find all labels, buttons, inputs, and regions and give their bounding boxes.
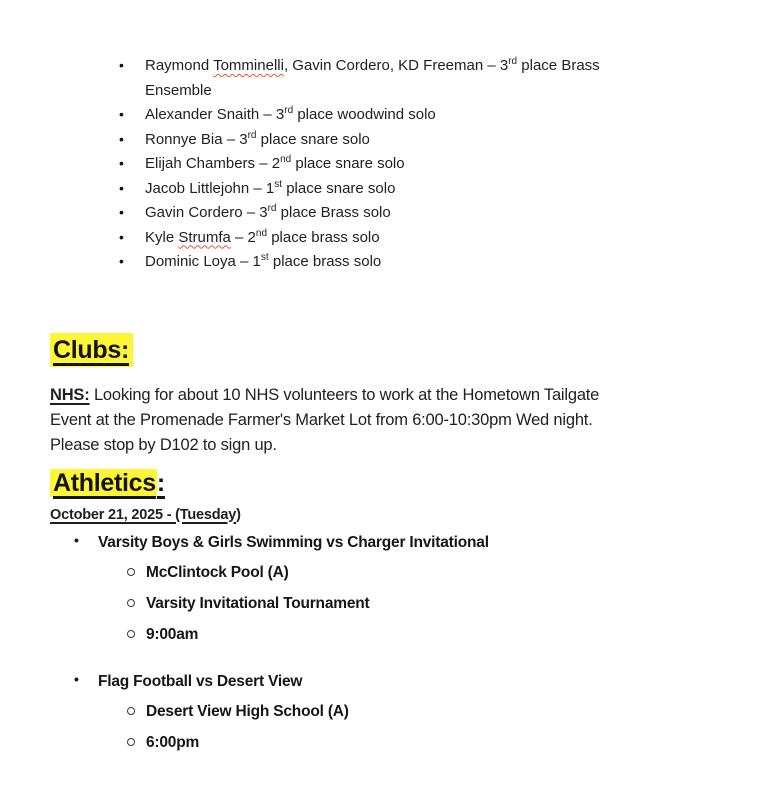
bullet-icon: • (119, 204, 124, 220)
event-detail (120, 563, 758, 582)
nhs-label: NHS: (50, 385, 90, 404)
text-segment: rd (508, 56, 518, 67)
text-segment: nd (255, 227, 268, 239)
text-segment: Raymond (145, 57, 214, 74)
award-text (145, 106, 436, 123)
text-segment: nd (280, 154, 292, 165)
text-segment: Jacob Littlejohn – 1 (145, 179, 275, 197)
bullet-icon: • (74, 531, 79, 548)
nhs-line: Event at the Promenade Farmer's Market Lot from 6:00-10:30pm Wed night. (50, 410, 593, 429)
award-list-item (113, 226, 693, 251)
text-segment: rd (284, 105, 294, 116)
athletics-heading-underline (50, 466, 165, 500)
event-detail (120, 733, 758, 752)
text-segment: rd (267, 203, 277, 214)
award-text (145, 180, 395, 197)
event-detail-text: 9:00am (146, 625, 199, 643)
event-title (68, 533, 758, 552)
award-list-item (113, 54, 693, 103)
text-segment: place brass solo (268, 253, 382, 270)
text-segment: place Brass (517, 57, 600, 74)
text-segment: Ensemble (145, 81, 212, 99)
text-segment: place snare solo (256, 130, 370, 148)
event-detail-text: Desert View High School (A) (146, 702, 349, 720)
bullet-icon: • (119, 106, 124, 122)
event-title-text: Flag Football vs Desert View (98, 672, 303, 690)
nhs-line: Please stop by D102 to sign up. (50, 435, 277, 454)
nhs-text: Looking for about 10 NHS volunteers to work at the Hometown Tailgate (93, 385, 600, 404)
award-list-item (113, 250, 693, 275)
text-segment: place snare solo (291, 155, 405, 172)
event-detail (120, 625, 758, 644)
circle-bullet-icon (127, 707, 135, 715)
event-detail-text: McClintock Pool (A) (146, 563, 289, 581)
nhs-paragraph (50, 383, 710, 458)
award-text (145, 155, 405, 172)
text-segment: st (274, 178, 283, 190)
text-segment: Elijah Chambers – 2 (145, 155, 281, 172)
clubs-heading-highlight: Clubs: (50, 333, 133, 367)
athletics-events (0, 533, 758, 752)
bullet-icon: • (74, 670, 79, 687)
event-detail-text: Varsity Invitational Tournament (146, 594, 370, 612)
text-segment: Gavin Cordero – 3 (145, 204, 268, 221)
text-segment: – 2 (230, 228, 256, 246)
text-segment: rd (247, 129, 257, 141)
text-segment: Dominic Loya – 1 (145, 253, 261, 270)
date-close-paren: ) (236, 506, 241, 523)
text-segment: place Brass solo (276, 204, 391, 221)
award-text (145, 131, 370, 148)
award-text (145, 253, 381, 270)
athletics-heading (50, 466, 758, 500)
event-title (68, 672, 758, 691)
circle-bullet-icon (127, 568, 135, 576)
text-segment: Kyle (145, 228, 179, 246)
event-detail-text: 6:00pm (146, 733, 200, 751)
text-segment: place woodwind solo (293, 106, 436, 123)
misspelled-word: Strumfa (178, 228, 231, 246)
nhs-line (50, 383, 710, 408)
event-detail (120, 702, 758, 721)
bullet-icon: • (119, 228, 124, 245)
award-list-item (113, 128, 693, 153)
bullet-icon: • (119, 57, 124, 73)
text-segment: place snare solo (282, 179, 396, 197)
bullet-icon: • (119, 179, 124, 196)
award-list-item (113, 152, 693, 177)
award-list-item (113, 103, 693, 128)
bullet-icon: • (119, 155, 124, 171)
award-text (145, 57, 600, 99)
event-item (0, 533, 758, 644)
event-detail (120, 594, 758, 613)
misspelled-word: Tomminelli (213, 57, 284, 74)
text-segment: place brass solo (267, 228, 380, 246)
athletics-heading-colon: : (156, 468, 165, 497)
date-text: October 21, 2025 - (Tuesday (50, 506, 237, 523)
bullet-icon: • (119, 253, 124, 269)
circle-bullet-icon (127, 599, 135, 607)
award-text (145, 229, 380, 246)
award-list-item (113, 177, 693, 202)
award-list-item (113, 201, 693, 226)
circle-bullet-icon (127, 630, 135, 638)
text-segment: Alexander Snaith – 3 (145, 106, 285, 123)
clubs-heading (50, 333, 758, 367)
text-segment: st (260, 252, 269, 263)
bullet-icon: • (119, 130, 124, 147)
event-title-text: Varsity Boys & Girls Swimming vs Charger Invitational (98, 533, 489, 551)
text-segment: Ronnye Bia – 3 (145, 130, 248, 148)
text-segment: , Gavin Cordero, KD Freeman – 3 (283, 57, 509, 74)
athletics-heading-highlight: Athletics (50, 469, 157, 497)
award-text (145, 204, 391, 221)
awards-list (113, 0, 693, 275)
circle-bullet-icon (127, 738, 135, 746)
date-heading (50, 506, 758, 525)
event-item (0, 672, 758, 752)
